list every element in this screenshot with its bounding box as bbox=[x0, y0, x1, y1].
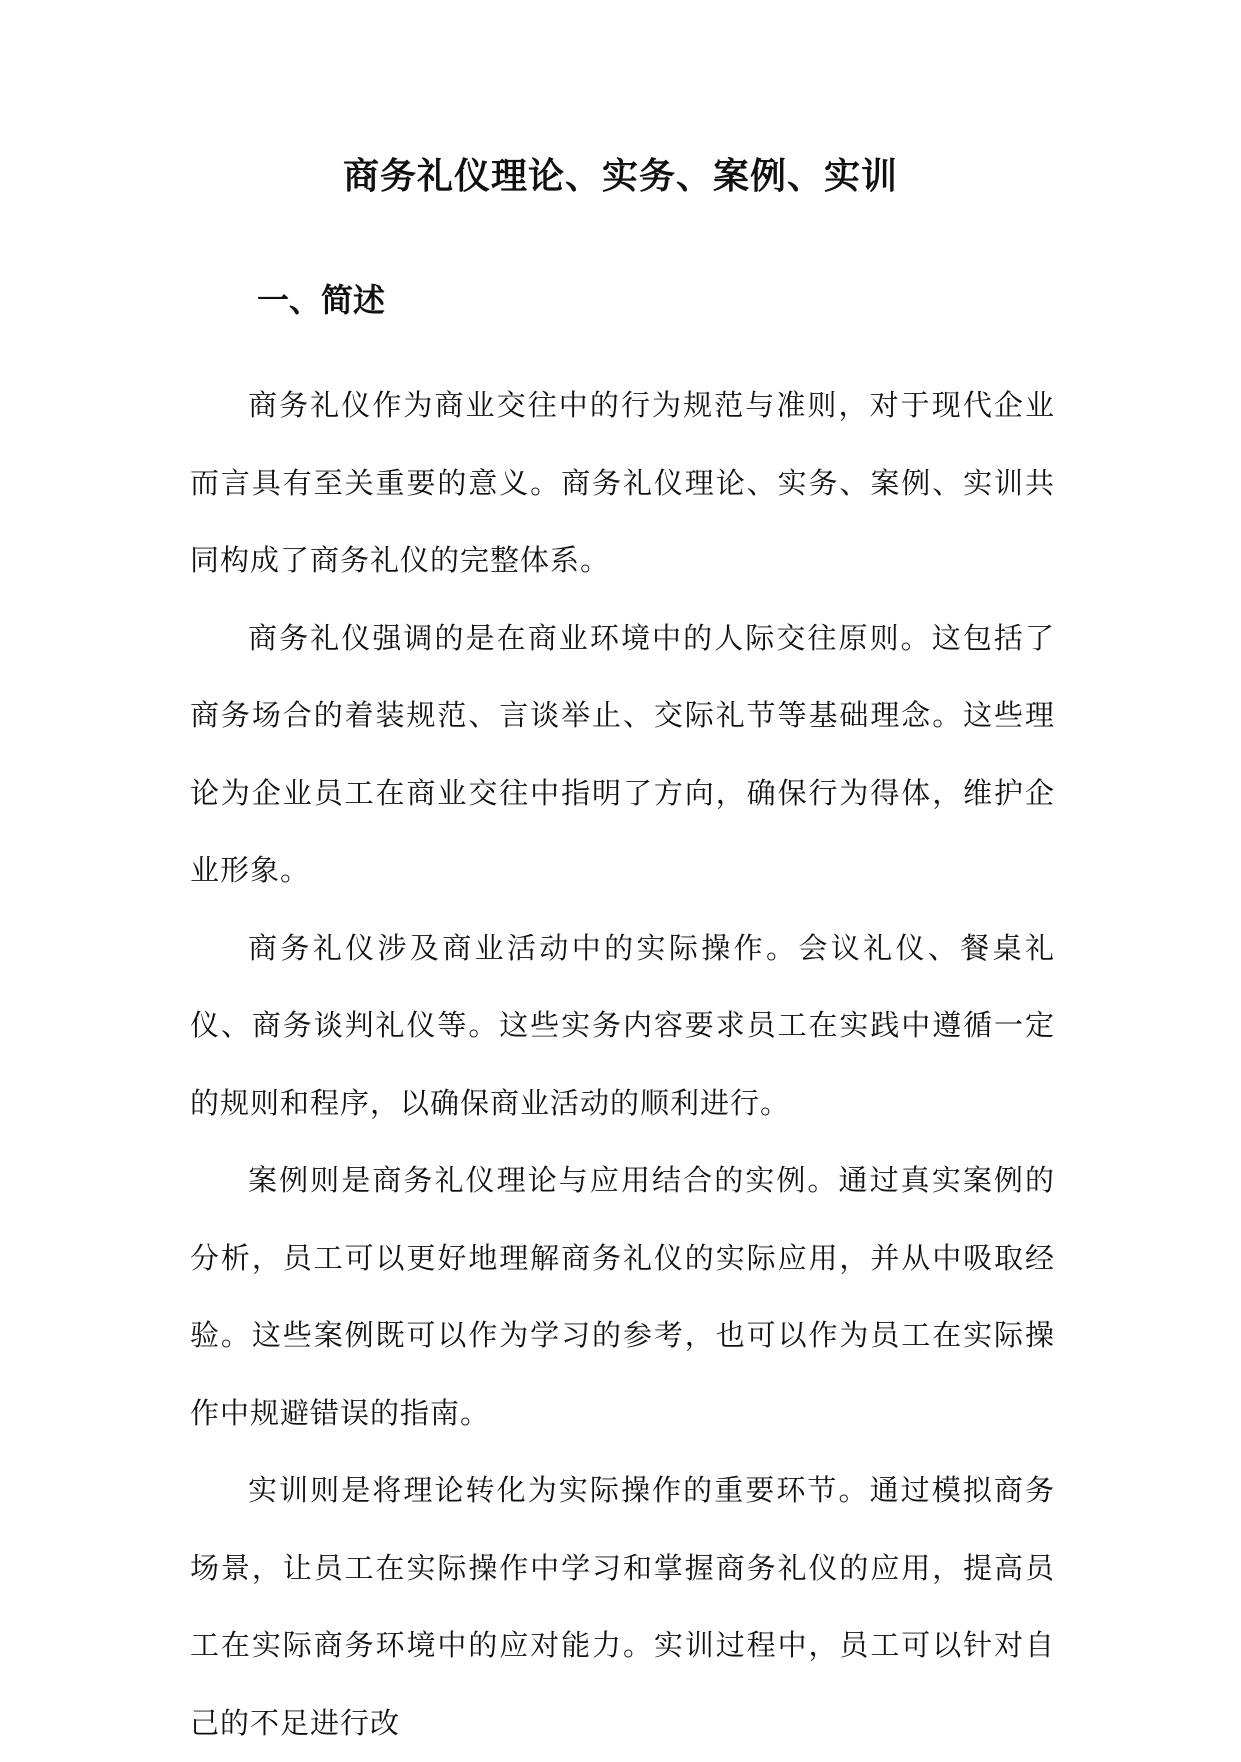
paragraph-5: 实训则是将理论转化为实际操作的重要环节。通过模拟商务场景，让员工在实际操作中学习和掌握商务礼仪的应用，提高员工在实际商务环境中的应对能力。实训过程中，员工可以针对自己的不足进行改 bbox=[190, 1473, 1055, 1740]
document-title: 商务礼仪理论、实务、案例、实训 bbox=[342, 155, 898, 197]
paragraph-1: 商务礼仪作为商业交往中的行为规范与准则，对于现代企业而言具有至关重要的意义。商务礼仪理论、实务、案例、实训共同构成了商务礼仪的完整体系。 bbox=[190, 388, 1055, 577]
paragraph-2: 商务礼仪强调的是在商业环境中的人际交往原则。这包括了商务场合的着装规范、言谈举止、交际礼节等基础理念。这些理论为企业员工在商业交往中指明了方向，确保行为得体，维护企业形象。 bbox=[190, 620, 1055, 887]
paragraph-4: 案例则是商务礼仪理论与应用结合的实例。通过真实案例的分析，员工可以更好地理解商务礼仪的实际应用，并从中吸取经验。这些案例既可以作为学习的参考，也可以作为员工在实际操作中规避错误的指南。 bbox=[190, 1163, 1055, 1430]
paragraph-3: 商务礼仪涉及商业活动中的实际操作。会议礼仪、餐桌礼仪、商务谈判礼仪等。这些实务内容要求员工在实践中遵循一定的规则和程序，以确保商业活动的顺利进行。 bbox=[190, 930, 1055, 1120]
document-body bbox=[190, 367, 1055, 1762]
section-heading: 一、简述 bbox=[257, 281, 386, 319]
